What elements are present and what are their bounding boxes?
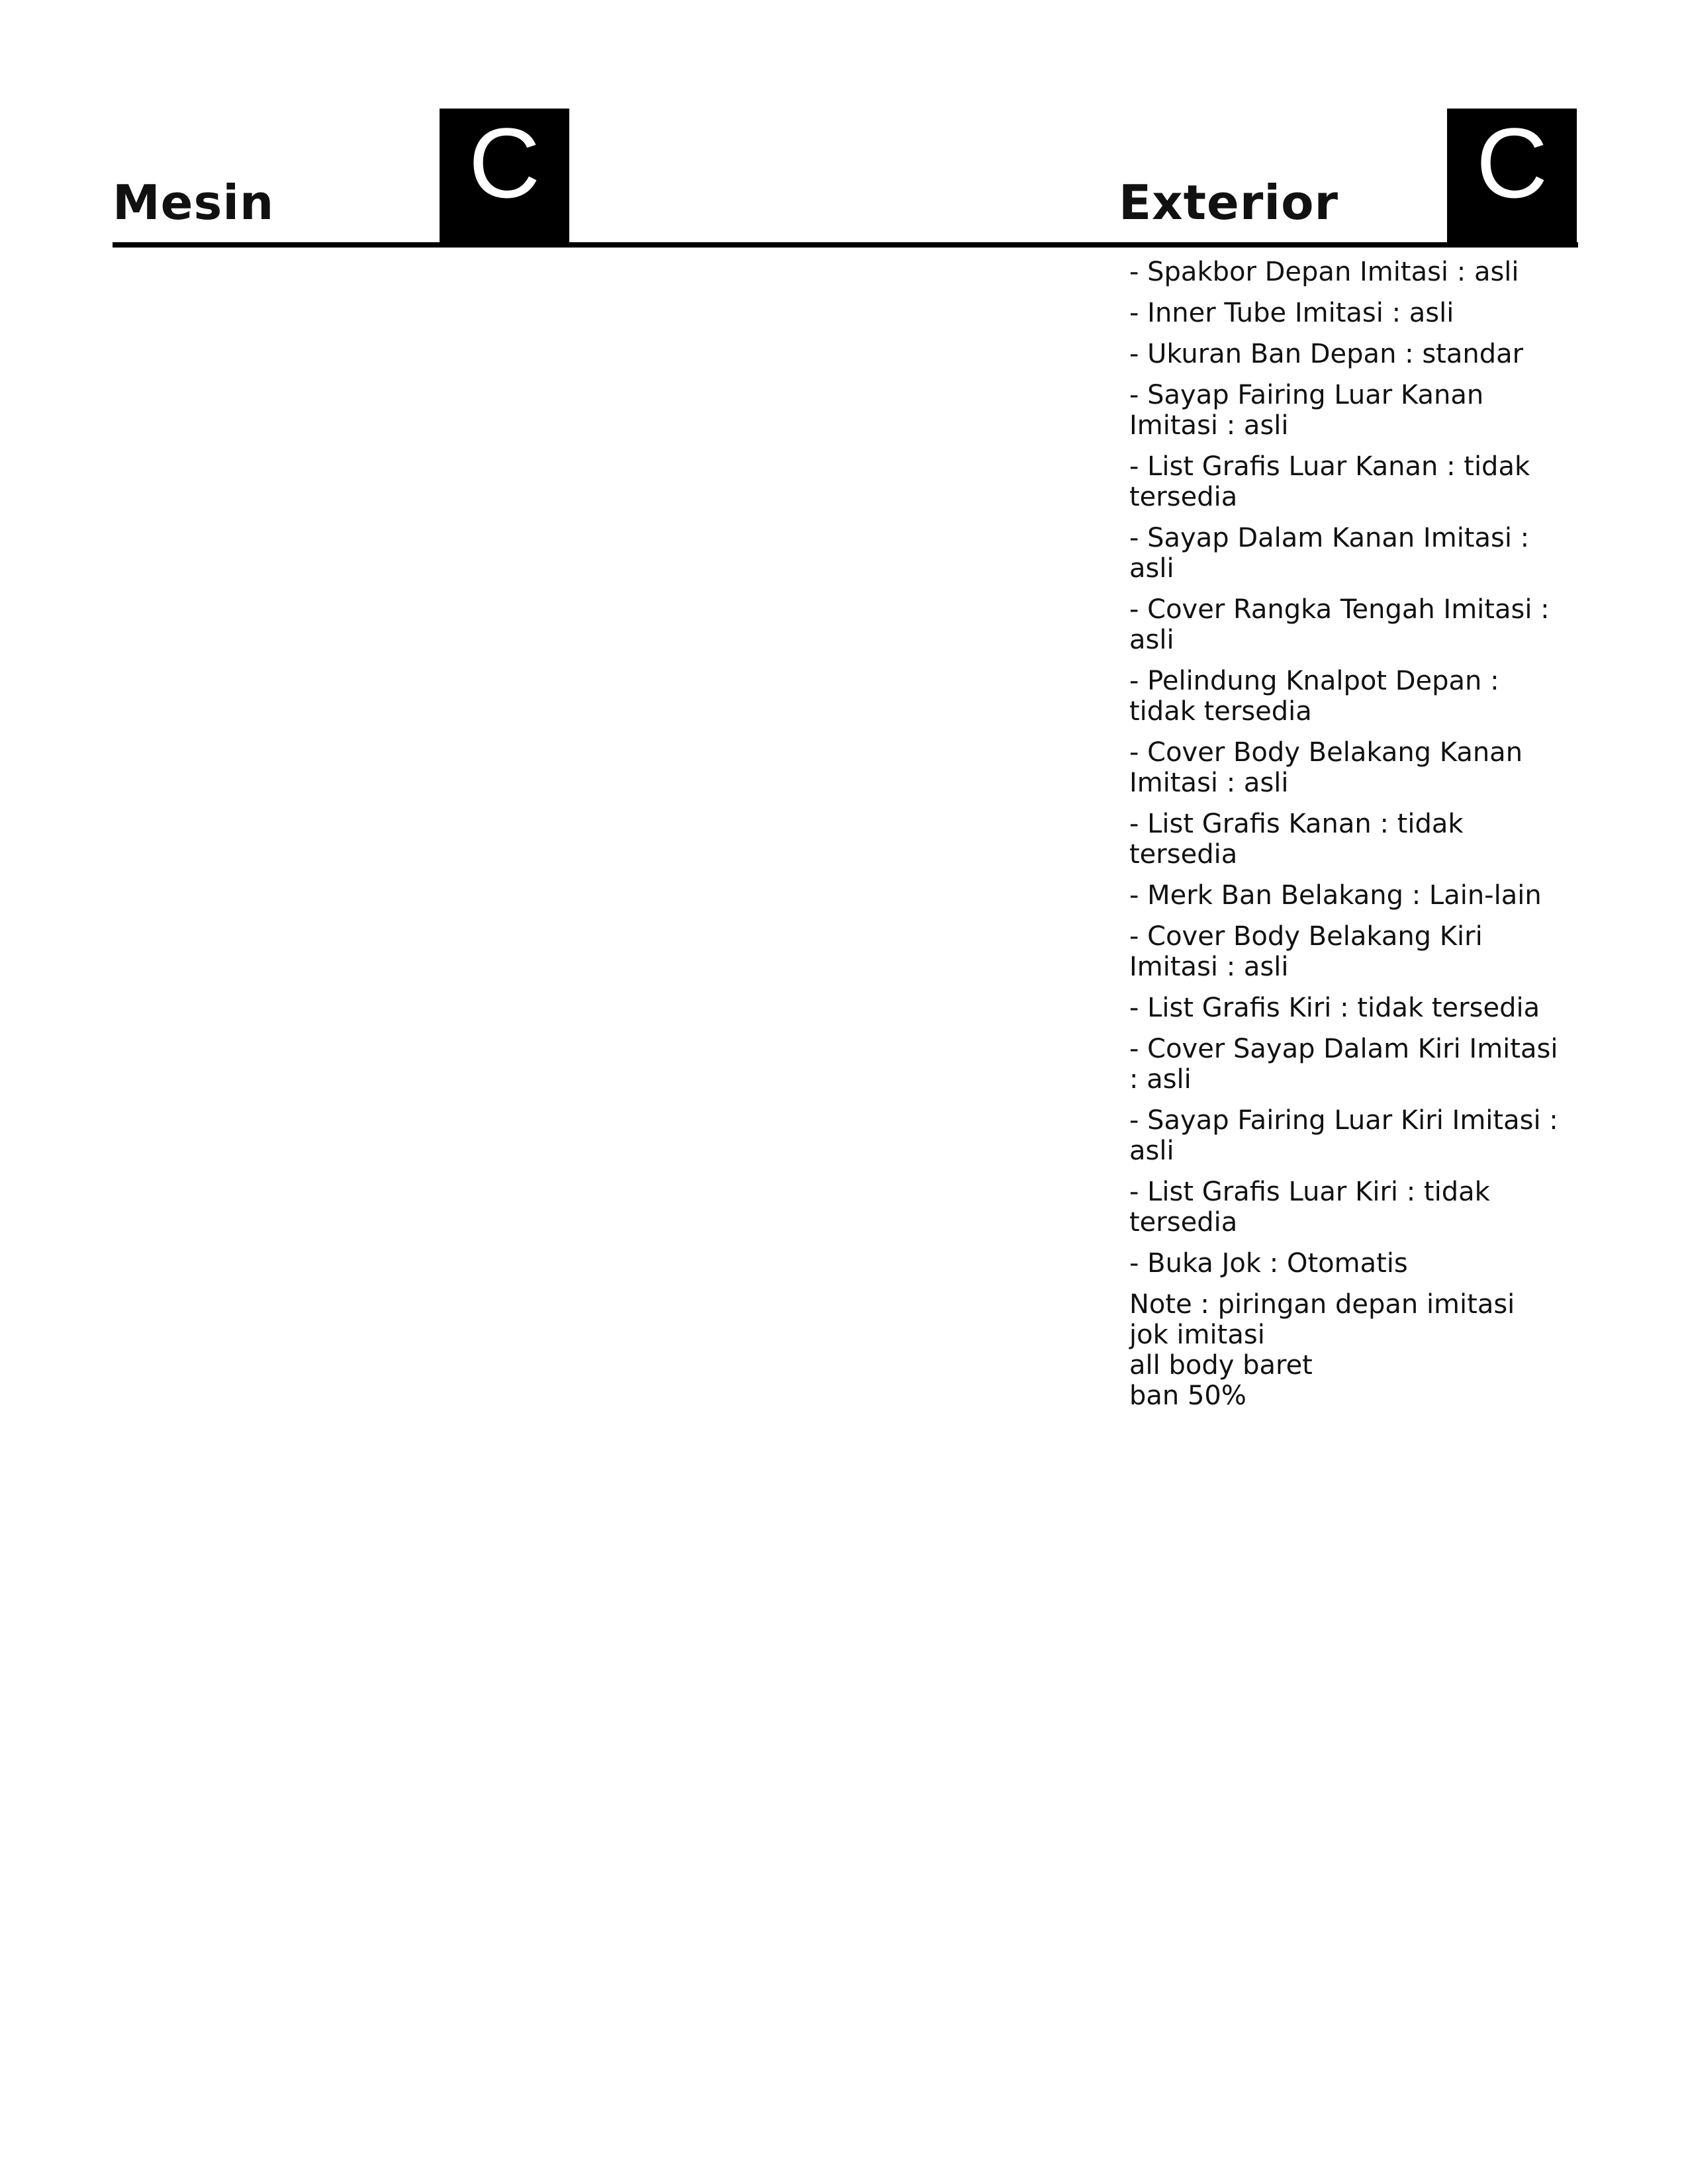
exterior-item: - Sayap Dalam Kanan Imitasi : asli — [1129, 523, 1530, 584]
exterior-divider — [569, 242, 1578, 248]
exterior-item: - Inner Tube Imitasi : asli — [1129, 298, 1454, 328]
exterior-item: - Buka Jok : Otomatis — [1129, 1248, 1408, 1279]
exterior-item: - Cover Sayap Dalam Kiri Imitasi : asli — [1129, 1034, 1558, 1095]
mesin-grade: C — [468, 107, 541, 218]
exterior-item: - Cover Body Belakang Kiri Imitasi : asli — [1129, 921, 1483, 982]
mesin-grade-badge — [440, 109, 569, 244]
exterior-item: - Ukuran Ban Depan : standar — [1129, 339, 1524, 369]
exterior-item: - Merk Ban Belakang : Lain-lain — [1129, 880, 1542, 911]
exterior-title: Exterior — [1119, 175, 1339, 230]
exterior-item: - Cover Body Belakang Kanan Imitasi : asli — [1129, 737, 1523, 798]
exterior-item-list — [1129, 257, 1566, 1422]
exterior-item: - List Grafis Luar Kanan : tidak tersedia — [1129, 451, 1530, 512]
exterior-item: - List Grafis Kiri : tidak tersedia — [1129, 993, 1540, 1023]
exterior-item: - Spakbor Depan Imitasi : asli — [1129, 257, 1519, 287]
exterior-item: - List Grafis Kanan : tidak tersedia — [1129, 809, 1464, 870]
exterior-item: - Cover Rangka Tengah Imitasi : asli — [1129, 594, 1550, 655]
exterior-item: - Sayap Fairing Luar Kiri Imitasi : asli — [1129, 1105, 1558, 1166]
mesin-title: Mesin — [113, 175, 275, 230]
exterior-grade: C — [1476, 107, 1548, 218]
exterior-item: - List Grafis Luar Kiri : tidak tersedia — [1129, 1177, 1490, 1238]
exterior-grade-badge — [1447, 109, 1577, 244]
exterior-note: Note : piringan depan imitasi jok imitasi all body baret ban 50% — [1129, 1289, 1515, 1411]
exterior-item: - Sayap Fairing Luar Kanan Imitasi : asli — [1129, 380, 1484, 441]
exterior-item: - Pelindung Knalpot Depan : tidak tersedia — [1129, 666, 1499, 727]
